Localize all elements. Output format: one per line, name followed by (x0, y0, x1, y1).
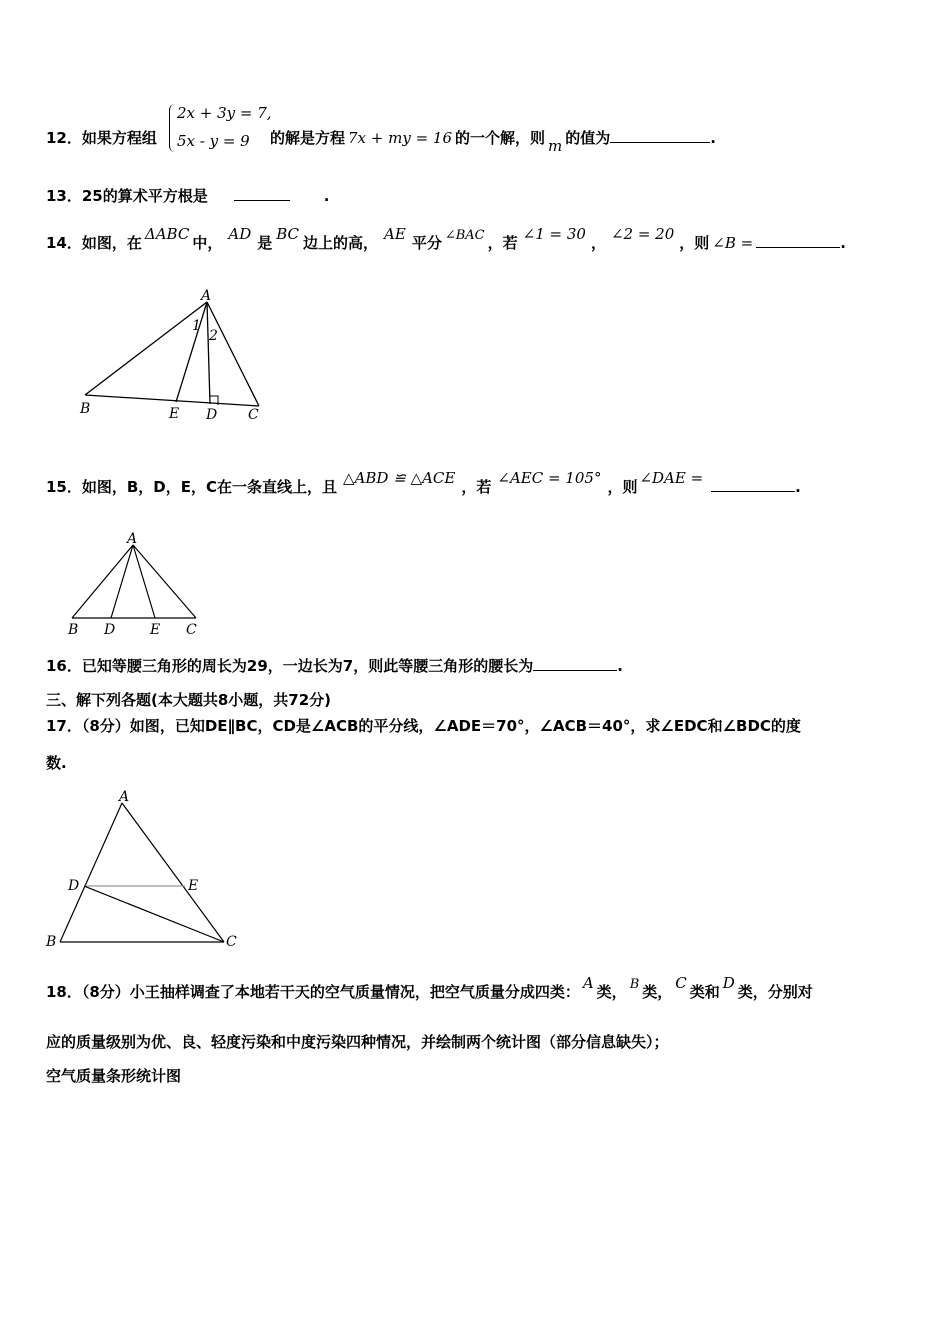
q14-answer-blank (756, 247, 840, 248)
q12-mid: 的解是方程 (270, 129, 346, 147)
q14-text-3: 是 (257, 234, 273, 252)
q14-label-e: E (169, 406, 180, 422)
q12-line (46, 128, 157, 148)
q14-text-5: 平分 (411, 234, 442, 252)
q14-number: 14． (46, 234, 82, 252)
q12-lead: 如果方程组 (81, 129, 157, 147)
q18-class-c: C (675, 974, 687, 992)
q12-system-brace (169, 104, 176, 152)
q17-label-e: E (188, 878, 199, 894)
q16-answer-blank (533, 670, 617, 671)
q16-text: 已知等腰三角形的周长为29，一边长为7，则此等腰三角形的腰长为 (81, 657, 534, 675)
q13-end: . (323, 187, 330, 205)
q14-triangle-abc: ΔABC (144, 225, 190, 243)
q14-label-c: C (248, 407, 259, 423)
q14-text-1: 如图，在 (81, 234, 142, 252)
q14-text-2: 中， (192, 234, 223, 252)
q15-angle-aec: ∠AEC = 105° (497, 469, 602, 487)
q18-line-1 (46, 974, 813, 1004)
q12-equation-2: 5x - y = 9 (177, 132, 250, 150)
q14-label-b: B (80, 401, 91, 417)
q12-line-rest (270, 128, 716, 155)
q17-line-2: 数. (46, 754, 67, 772)
q14-seg-ab (85, 302, 207, 395)
q14-text-4: 边上的高， (303, 234, 379, 252)
q12-tail: 的值为 (565, 129, 611, 147)
q14-seg-bc: BC (276, 225, 300, 243)
q14-angle-1: ∠1 = 30 (522, 225, 586, 243)
q17-line-1 (46, 716, 801, 736)
q15-answer-blank (711, 491, 795, 492)
q12-equation-3: 7x + my = 16 (348, 129, 453, 147)
q14-seg-ae-line (176, 302, 207, 402)
q18-text-1: （8分）小王抽样调查了本地若干天的空气质量情况，把空气质量分成四类： (81, 983, 580, 1001)
q16-end: . (617, 657, 623, 675)
q18-class-d: D (722, 974, 735, 992)
q12-end: . (710, 129, 716, 147)
q13-number: 13． (46, 187, 82, 205)
q15-congruence: △ABD ≌ △ACE (343, 469, 456, 487)
q14-seg-ad: AD (228, 225, 252, 243)
q12-answer-blank (610, 142, 710, 143)
q15-label-e: E (150, 622, 161, 638)
q15-line (46, 469, 801, 497)
q15-angle-dae: ∠DAE = (639, 469, 704, 487)
q18-number: 18． (46, 983, 82, 1001)
q14-end: . (840, 234, 846, 252)
section-3-title: 三、解下列各题(本大题共8小题，共72分) (46, 691, 332, 709)
q12-var-m: m (548, 137, 563, 155)
q15-label-d: D (104, 622, 116, 638)
q15-text-3: ，则 (607, 478, 638, 496)
q18-text-2: 类， (596, 983, 627, 1001)
q13-line (46, 186, 329, 206)
q14-label-d: D (206, 407, 218, 423)
q17-label-c: C (226, 934, 237, 950)
q14-label-2: 2 (209, 328, 218, 344)
q15-number: 15． (46, 478, 82, 496)
q12-number: 12． (46, 129, 82, 147)
q17-label-b: B (46, 934, 57, 950)
q18-text-5: 类，分别对 (737, 983, 813, 1001)
q15-label-b: B (68, 622, 79, 638)
q12-equation-1: 2x + 3y = 7, (177, 104, 272, 122)
q14-seg-ad-line (207, 302, 210, 404)
q16-number: 16． (46, 657, 82, 675)
q17-number: 17． (46, 717, 82, 735)
q15-end: . (795, 478, 801, 496)
q18-text-3: 类， (642, 983, 673, 1001)
q15-text-1: 如图，B，D，E，C在一条直线上，且 (81, 478, 338, 496)
q14-seg-ae: AE (384, 225, 406, 243)
q14-seg-ac (207, 302, 259, 406)
q15-label-a: A (127, 531, 138, 547)
q14-line (46, 225, 846, 255)
q15-text-2: ，若 (461, 478, 492, 496)
q15-label-c: C (186, 622, 197, 638)
q14-text-6: ，若 (487, 234, 518, 252)
q13-answer-blank (234, 200, 290, 201)
q14-right-angle (210, 396, 218, 405)
q13-text: 25的算术平方根是 (81, 187, 208, 205)
q18-chart-title: 空气质量条形统计图 (46, 1067, 182, 1085)
q14-angle-b: ∠B = (712, 234, 754, 252)
q16-line (46, 656, 623, 676)
q14-text-8: ，则 (679, 234, 710, 252)
q17-label-a: A (119, 789, 130, 805)
q18-class-a: A (582, 974, 594, 992)
q14-label-1: 1 (192, 318, 201, 334)
q14-angle-2: ∠2 = 20 (610, 225, 675, 243)
q18-line-2: 应的质量级别为优、良、轻度污染和中度污染四种情况，并绘制两个统计图（部分信息缺失）； (46, 1033, 669, 1051)
q18-text-4: 类和 (689, 983, 720, 1001)
q14-angle-bac: ∠BAC (444, 228, 485, 243)
q14-text-7: ， (590, 234, 606, 252)
q14-label-a: A (201, 288, 212, 304)
q18-class-b: B (629, 977, 640, 992)
q17-text-1: （8分）如图，已知DE∥BC，CD是∠ACB的平分线，∠ADE＝70°，∠ACB＝40°，求∠EDC和∠BDC的度 (81, 717, 801, 735)
q12-mid2: 的一个解，则 (455, 129, 546, 147)
q17-label-d: D (68, 878, 80, 894)
q14-seg-bc-line (85, 395, 259, 406)
